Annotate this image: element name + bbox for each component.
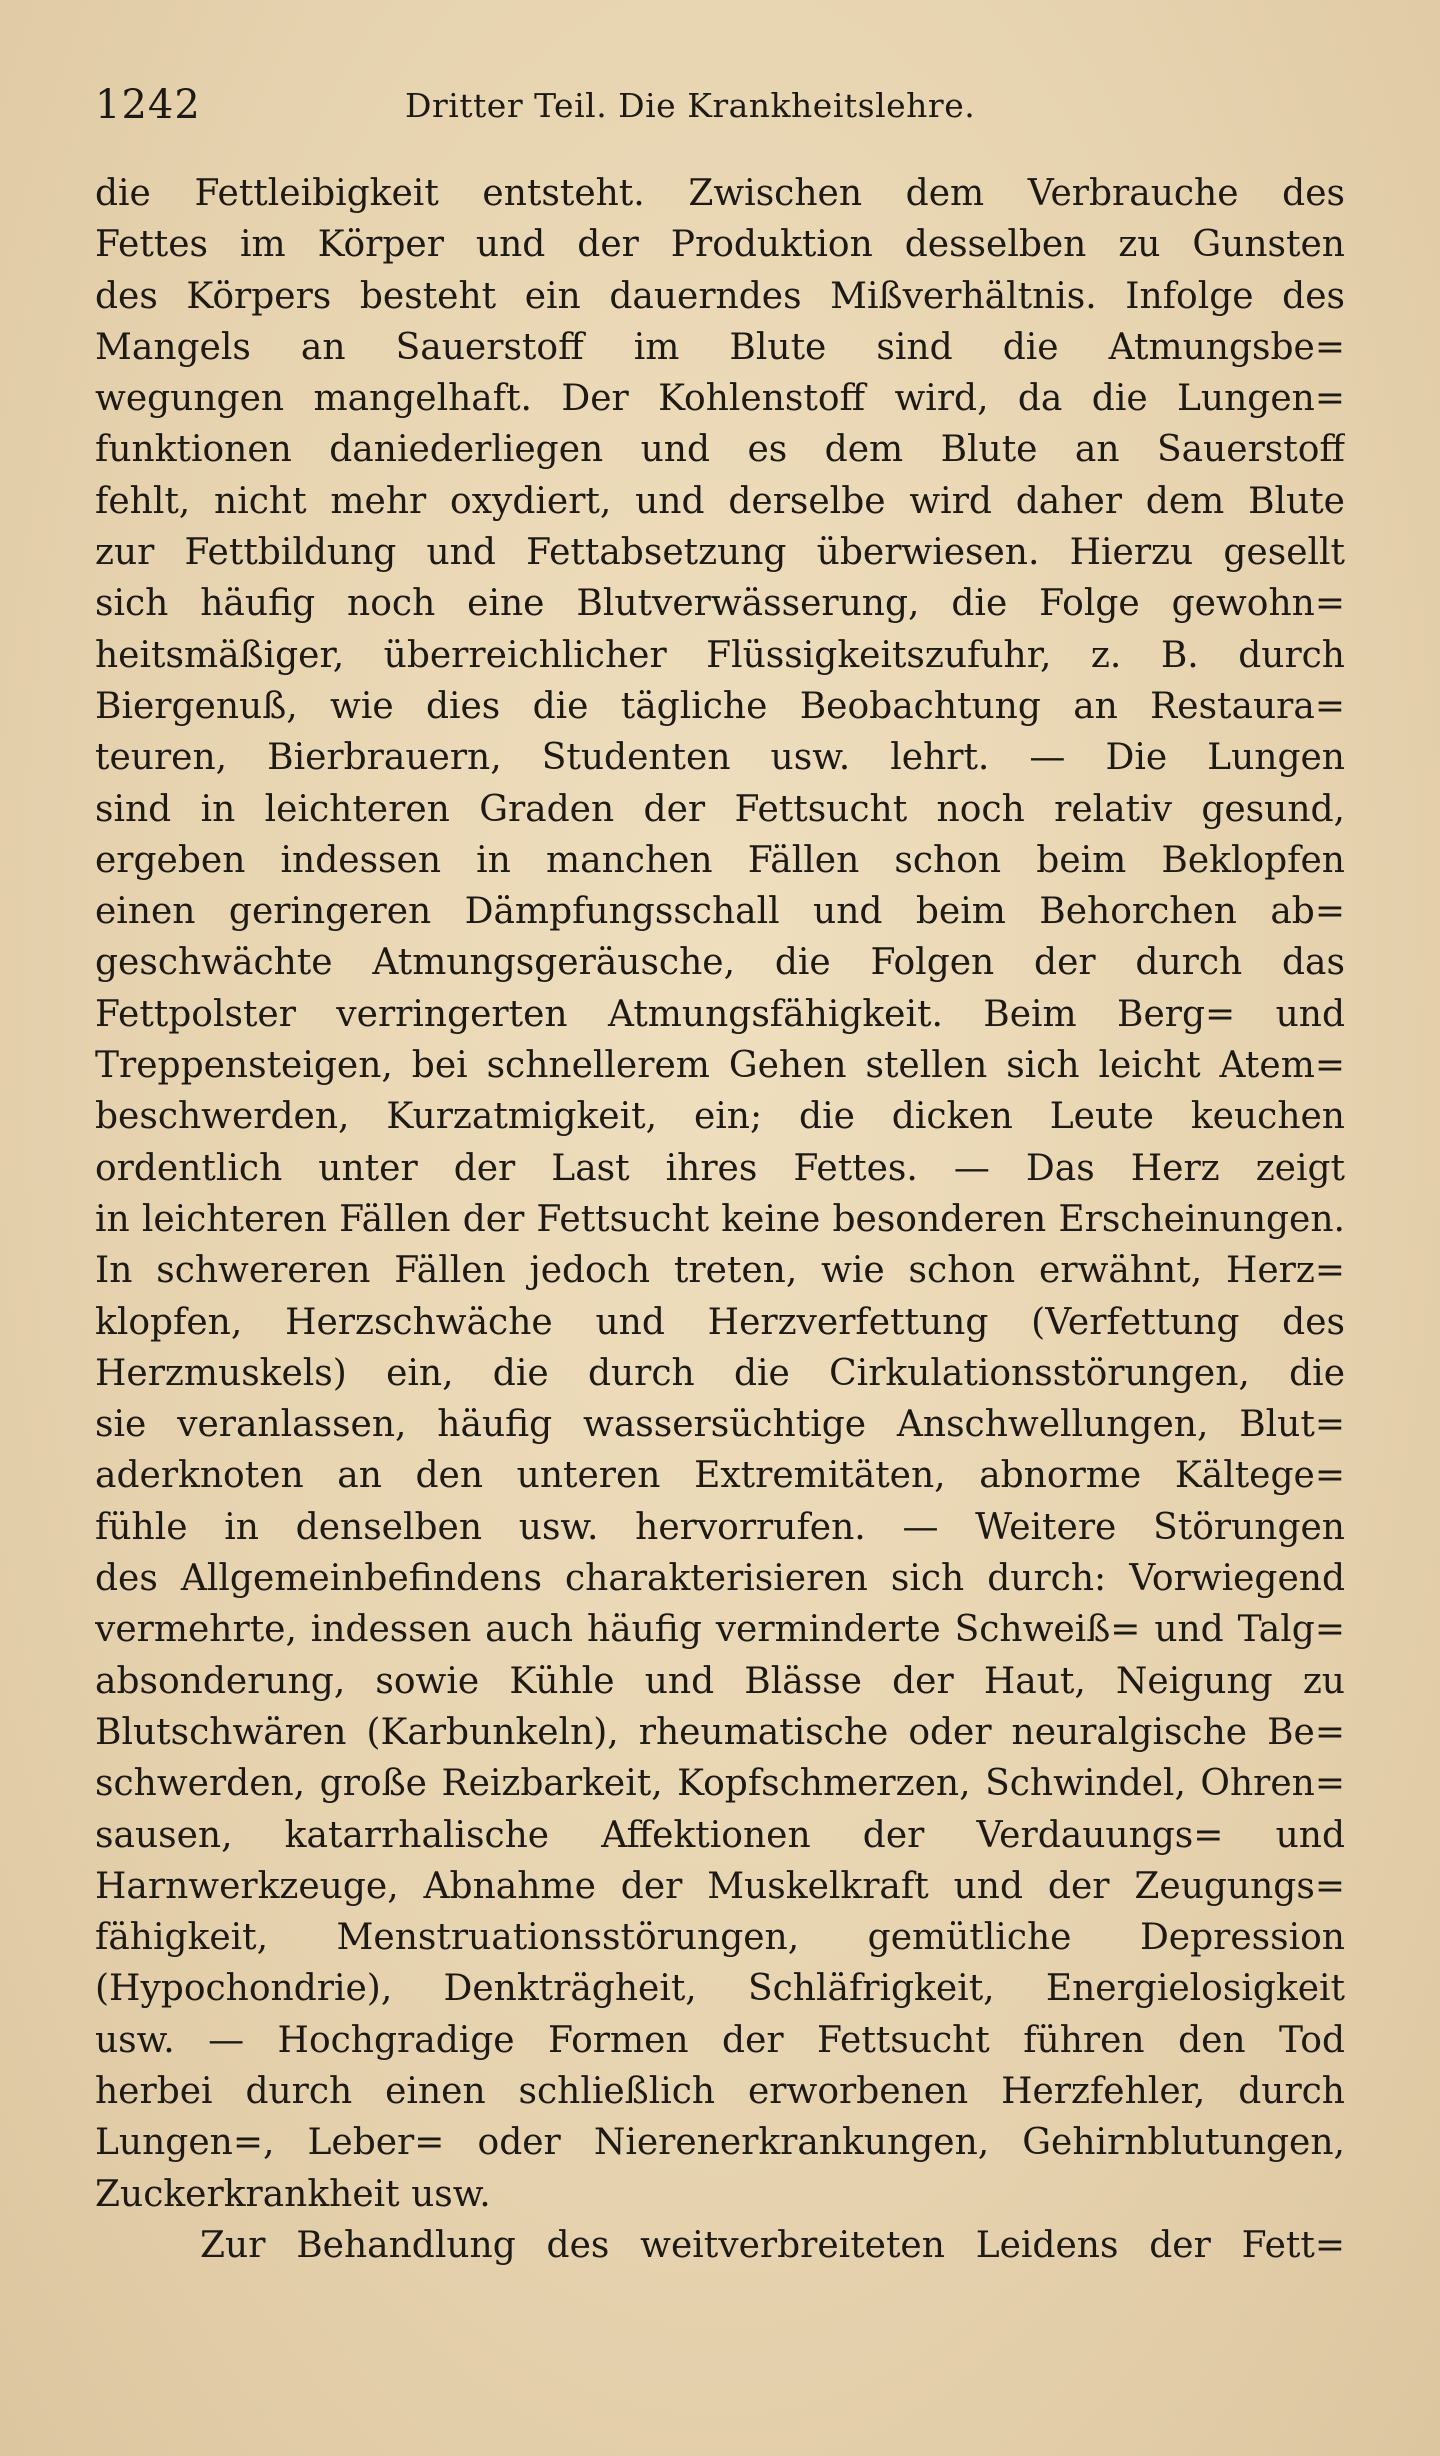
text-line: beschwerden, Kurzatmigkeit, ein; die dicken Leute keuchen <box>95 1096 1345 1138</box>
text-line: wegungen mangelhaft. Der Kohlenstoff wird, da die Lungen= <box>95 378 1345 420</box>
text-line: schwerden, große Reizbarkeit, Kopfschmerzen, Schwindel, Ohren= <box>95 1763 1345 1805</box>
text-line: ordentlich unter der Last ihres Fettes. — Das Herz zeigt <box>95 1147 1345 1189</box>
text-line: aderknoten an den unteren Extremitäten, abnorme Kältege= <box>95 1455 1345 1497</box>
text-line: heitsmäßiger, überreichlicher Flüssigkeitszufuhr, z. B. durch <box>95 634 1345 676</box>
text-line: geschwächte Atmungsgeräusche, die Folgen der durch das <box>95 942 1345 984</box>
text-line: ergeben indessen in manchen Fällen schon beim Beklopfen <box>95 839 1345 881</box>
page-header <box>95 82 1345 142</box>
text-line: die Fettleibigkeit entsteht. Zwischen dem Verbrauche des <box>95 173 1345 214</box>
text-line: vermehrte, indessen auch häufig verminderte Schweiß= und Talg= <box>95 1609 1345 1651</box>
text-line: (Hypochondrie), Denkträgheit, Schläfrigkeit, Energielosigkeit <box>95 1968 1345 2010</box>
text-line: sie veranlassen, häufig wassersüchtige Anschwellungen, Blut= <box>95 1404 1345 1446</box>
page-number: 1242 <box>95 82 201 128</box>
text-line: teuren, Bierbrauern, Studenten usw. lehrt. — Die Lungen <box>95 737 1345 779</box>
running-head: Dritter Teil. Die Krankheitslehre. <box>405 86 976 125</box>
text-line: Harnwerkzeuge, Abnahme der Muskelkraft und der Zeugungs= <box>95 1865 1345 1907</box>
text-line: des Körpers besteht ein dauerndes Mißverhältnis. Infolge des <box>95 275 1345 317</box>
paragraph-start-line: Zur Behandlung des weitverbreiteten Leidens der Fett= <box>200 2224 1345 2266</box>
text-line: absonderung, sowie Kühle und Blässe der Haut, Neigung zu <box>95 1660 1345 1702</box>
text-line: funktionen daniederliegen und es dem Blute an Sauerstoff <box>95 429 1345 471</box>
paragraph-end-line: Zuckerkrankheit usw. <box>95 2173 491 2215</box>
text-line: zur Fettbildung und Fettabsetzung überwiesen. Hierzu gesellt <box>95 532 1345 574</box>
body-text <box>95 168 1345 2271</box>
text-line: Blutschwären (Karbunkeln), rheumatische oder neuralgische Be= <box>95 1711 1345 1753</box>
text-line: fähigkeit, Menstruationsstörungen, gemütliche Depression <box>95 1917 1345 1959</box>
text-line: Lungen=, Leber= oder Nierenerkrankungen, Gehirnblutungen, <box>95 2122 1345 2164</box>
text-line: herbei durch einen schließlich erworbenen Herzfehler, durch <box>95 2070 1345 2112</box>
text-line: sind in leichteren Graden der Fettsucht noch relativ gesund, <box>95 788 1345 830</box>
text-line: Mangels an Sauerstoff im Blute sind die Atmungsbe= <box>95 326 1345 368</box>
text-line: usw. — Hochgradige Formen der Fettsucht führen den Tod <box>95 2019 1345 2061</box>
text-line: in leichteren Fällen der Fettsucht keine besonderen Erscheinungen. <box>95 1198 1345 1240</box>
text-line: des Allgemeinbefindens charakterisieren sich durch: Vorwiegend <box>95 1558 1345 1600</box>
text-line: In schwereren Fällen jedoch treten, wie schon erwähnt, Herz= <box>95 1250 1345 1292</box>
text-line: Fettes im Körper und der Produktion desselben zu Gunsten <box>95 224 1345 266</box>
text-line: Herzmuskels) ein, die durch die Cirkulationsstörungen, die <box>95 1352 1345 1394</box>
text-line: sausen, katarrhalische Affektionen der Verdauungs= und <box>95 1814 1345 1856</box>
text-line: sich häufig noch eine Blutverwässerung, die Folge gewohn= <box>95 583 1345 625</box>
text-line: klopfen, Herzschwäche und Herzverfettung (Verfettung des <box>95 1301 1345 1343</box>
text-line: Treppensteigen, bei schnellerem Gehen stellen sich leicht Atem= <box>95 1045 1345 1087</box>
text-line: Biergenuß, wie dies die tägliche Beobachtung an Restaura= <box>95 685 1345 727</box>
text-line: Fettpolster verringerten Atmungsfähigkeit. Beim Berg= und <box>95 993 1345 1035</box>
text-line: fehlt, nicht mehr oxydiert, und derselbe wird daher dem Blute <box>95 480 1345 522</box>
text-line: einen geringeren Dämpfungsschall und beim Behorchen ab= <box>95 891 1345 933</box>
text-line: fühle in denselben usw. hervorrufen. — Weitere Störungen <box>95 1506 1345 1548</box>
